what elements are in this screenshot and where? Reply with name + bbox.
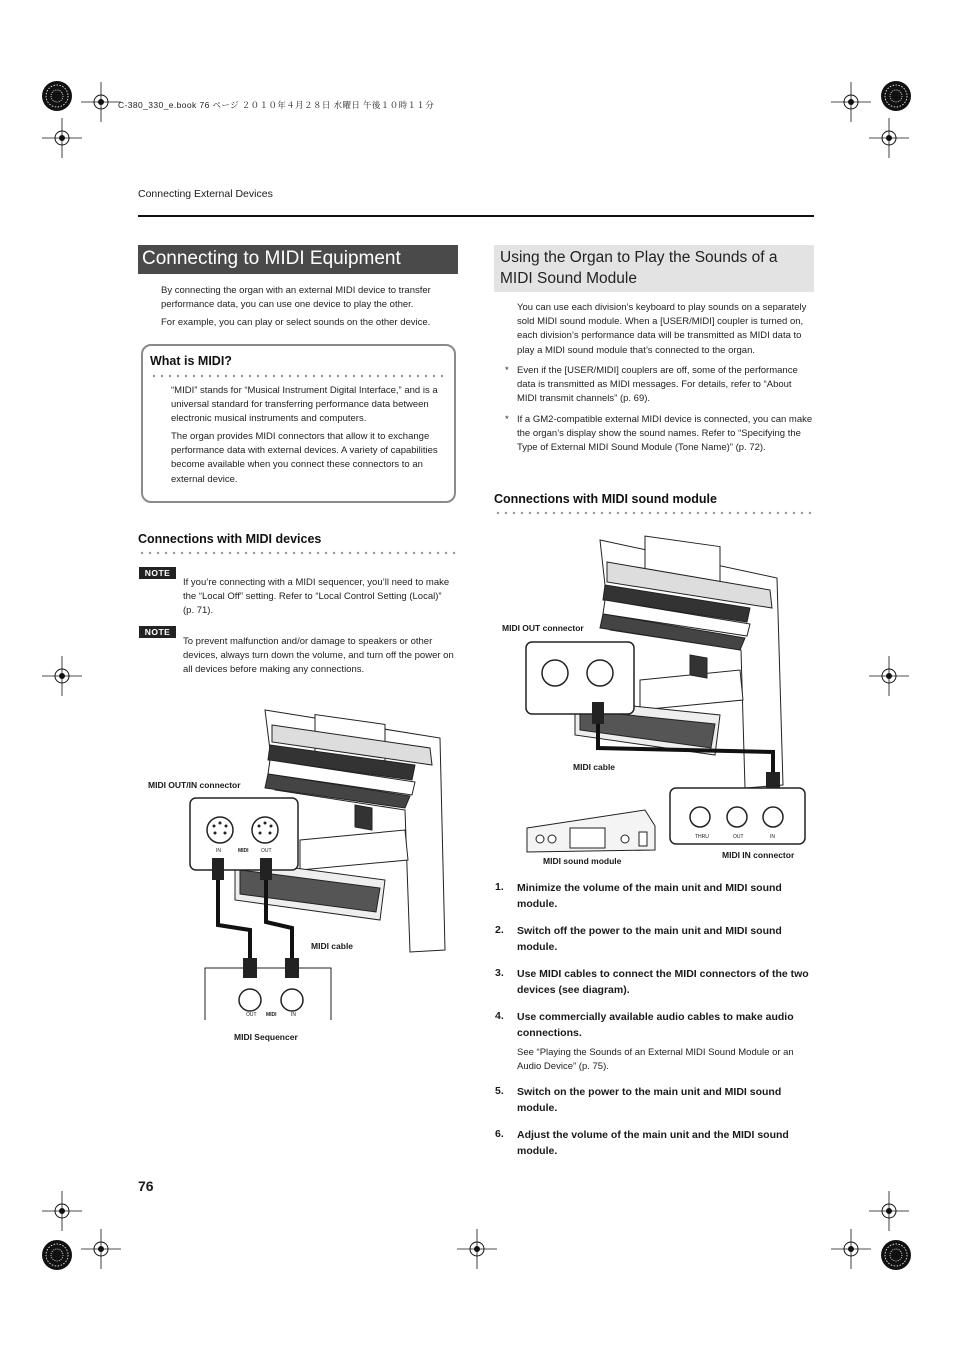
page-number: 76 (138, 1178, 154, 1194)
crosshair-icon (831, 1229, 871, 1269)
port-label-midi: MIDI (266, 1012, 277, 1018)
section-title-midi-equipment: Connecting to MIDI Equipment (138, 245, 458, 274)
crosshair-icon (42, 1191, 82, 1231)
port-label-in: IN (216, 848, 221, 854)
label-midi-in-connector: MIDI IN connector (722, 850, 795, 860)
what-is-midi-box (141, 344, 456, 503)
intro-paragraph-2: For example, you can play or select sounds on the other device. (161, 317, 431, 328)
step-4-reference: See “Playing the Sounds of an External MIDI Sound Module or an Audio Device” (p. 75). (517, 1047, 794, 1073)
registration-sun-icon (881, 81, 911, 111)
label-midi-cable: MIDI cable (573, 762, 616, 772)
file-info-line: C-380_330_e.book 76 ページ ２０１０年４月２８日 水曜日 午後１０時１１分 (118, 100, 435, 110)
crosshair-icon (42, 118, 82, 158)
dotted-divider (494, 511, 812, 515)
crosshair-icon (869, 1191, 909, 1231)
step-text: Switch off the power to the main unit and MIDI sound module. (517, 925, 782, 953)
port-label-midi: MIDI (238, 848, 249, 854)
registration-sun-icon (42, 81, 72, 111)
note-badge: NOTE (139, 567, 176, 579)
registration-sun-icon (881, 1240, 911, 1270)
registration-sun-icon (42, 1240, 72, 1270)
step-number: 2. (495, 924, 504, 936)
port-label-out: OUT (246, 1012, 257, 1018)
step-number: 5. (495, 1085, 504, 1097)
crosshair-icon (81, 82, 121, 122)
header-rule (138, 215, 814, 217)
bullet-mark: * (505, 365, 509, 376)
step-number: 3. (495, 967, 504, 979)
step-number: 4. (495, 1010, 504, 1022)
label-midi-cable: MIDI cable (311, 941, 354, 951)
organ-sound-module-diagram (495, 530, 815, 870)
crosshair-icon (42, 656, 82, 696)
port-label-thru: THRU (695, 834, 709, 840)
label-midi-out-in-connector: MIDI OUT/IN connector (148, 780, 241, 790)
crosshair-icon (869, 656, 909, 696)
port-label-in: IN (291, 1012, 296, 1018)
note-badge: NOTE (139, 626, 176, 638)
running-head: Connecting External Devices (138, 188, 273, 200)
step-text: Switch on the power to the main unit and MIDI sound module. (517, 1086, 782, 1114)
crosshair-icon (831, 82, 871, 122)
step-text: Use commercially available audio cables to make audio connections. (517, 1011, 794, 1039)
port-label-out: OUT (261, 848, 272, 854)
port-label-out: OUT (733, 834, 744, 840)
step-text: Minimize the volume of the main unit and MIDI sound module. (517, 882, 782, 910)
label-midi-out-connector: MIDI OUT connector (502, 623, 584, 633)
port-label-in: IN (770, 834, 775, 840)
crosshair-icon (457, 1229, 497, 1269)
note-local-off: If you’re connecting with a MIDI sequencer, you’ll need to make the “Local Off” setting. Refer to “Local Control Setting (Local)” (p. 71). (183, 577, 450, 617)
step-number: 6. (495, 1128, 504, 1140)
step-number: 1. (495, 881, 504, 893)
what-is-midi-para-2: The organ provides MIDI connectors that allow it to exchange performance data with external devices. A variety of capabilities become available when you connect these connectors to an external device. (171, 431, 438, 485)
label-midi-sequencer: MIDI Sequencer (234, 1032, 298, 1042)
what-is-midi-para-1: “MIDI” stands for “Musical Instrument Digital Interface,” and is a universal standard for transferring performance data between electronic musical instruments and computers. (171, 385, 438, 425)
crosshair-icon (869, 118, 909, 158)
midi-devices-heading: Connections with MIDI devices (138, 532, 322, 546)
sound-module-heading: Connections with MIDI sound module (494, 492, 717, 506)
section-title-sound-module: Using the Organ to Play the Sounds of a MIDI Sound Module (494, 245, 814, 292)
organ-sequencer-diagram (140, 690, 460, 1020)
dotted-divider (138, 551, 456, 555)
crosshair-icon (81, 1229, 121, 1269)
intro-paragraph: By connecting the organ with an external MIDI device to transfer performance data, you can use one device to play the other. (161, 285, 431, 311)
bullet-transmit-channels: Even if the [USER/MIDI] couplers are off, some of the performance data is transmitted as MIDI messages. For details, refer to “About MIDI transmit channels” (p. 69). (517, 365, 798, 405)
note-power-off: To prevent malfunction and/or damage to speakers or other devices, always turn down the volume, and turn off the power on all devices before making any connections. (183, 636, 454, 676)
sound-module-intro: You can use each division’s keyboard to play sounds on a separately sold MIDI sound module. When a [USER/MIDI] coupler is turned on, each division’s performance data will be transmitted as MIDI data to play a MIDI sound module that’s connected to the organ. (517, 302, 807, 356)
label-midi-sound-module: MIDI sound module (543, 856, 622, 866)
step-text: Use MIDI cables to connect the MIDI connectors of the two devices (see diagram). (517, 968, 809, 996)
what-is-midi-heading: What is MIDI? (150, 354, 232, 368)
step-text: Adjust the volume of the main unit and the MIDI sound module. (517, 1129, 789, 1157)
bullet-mark: * (505, 414, 509, 425)
dotted-divider (150, 374, 448, 378)
bullet-gm2-tone-name: If a GM2-compatible external MIDI device is connected, you can make the organ’s display show the sound names. Refer to “Specifying the Type of External MIDI Sound Module (Tone Name)” (p. 72). (517, 414, 813, 454)
